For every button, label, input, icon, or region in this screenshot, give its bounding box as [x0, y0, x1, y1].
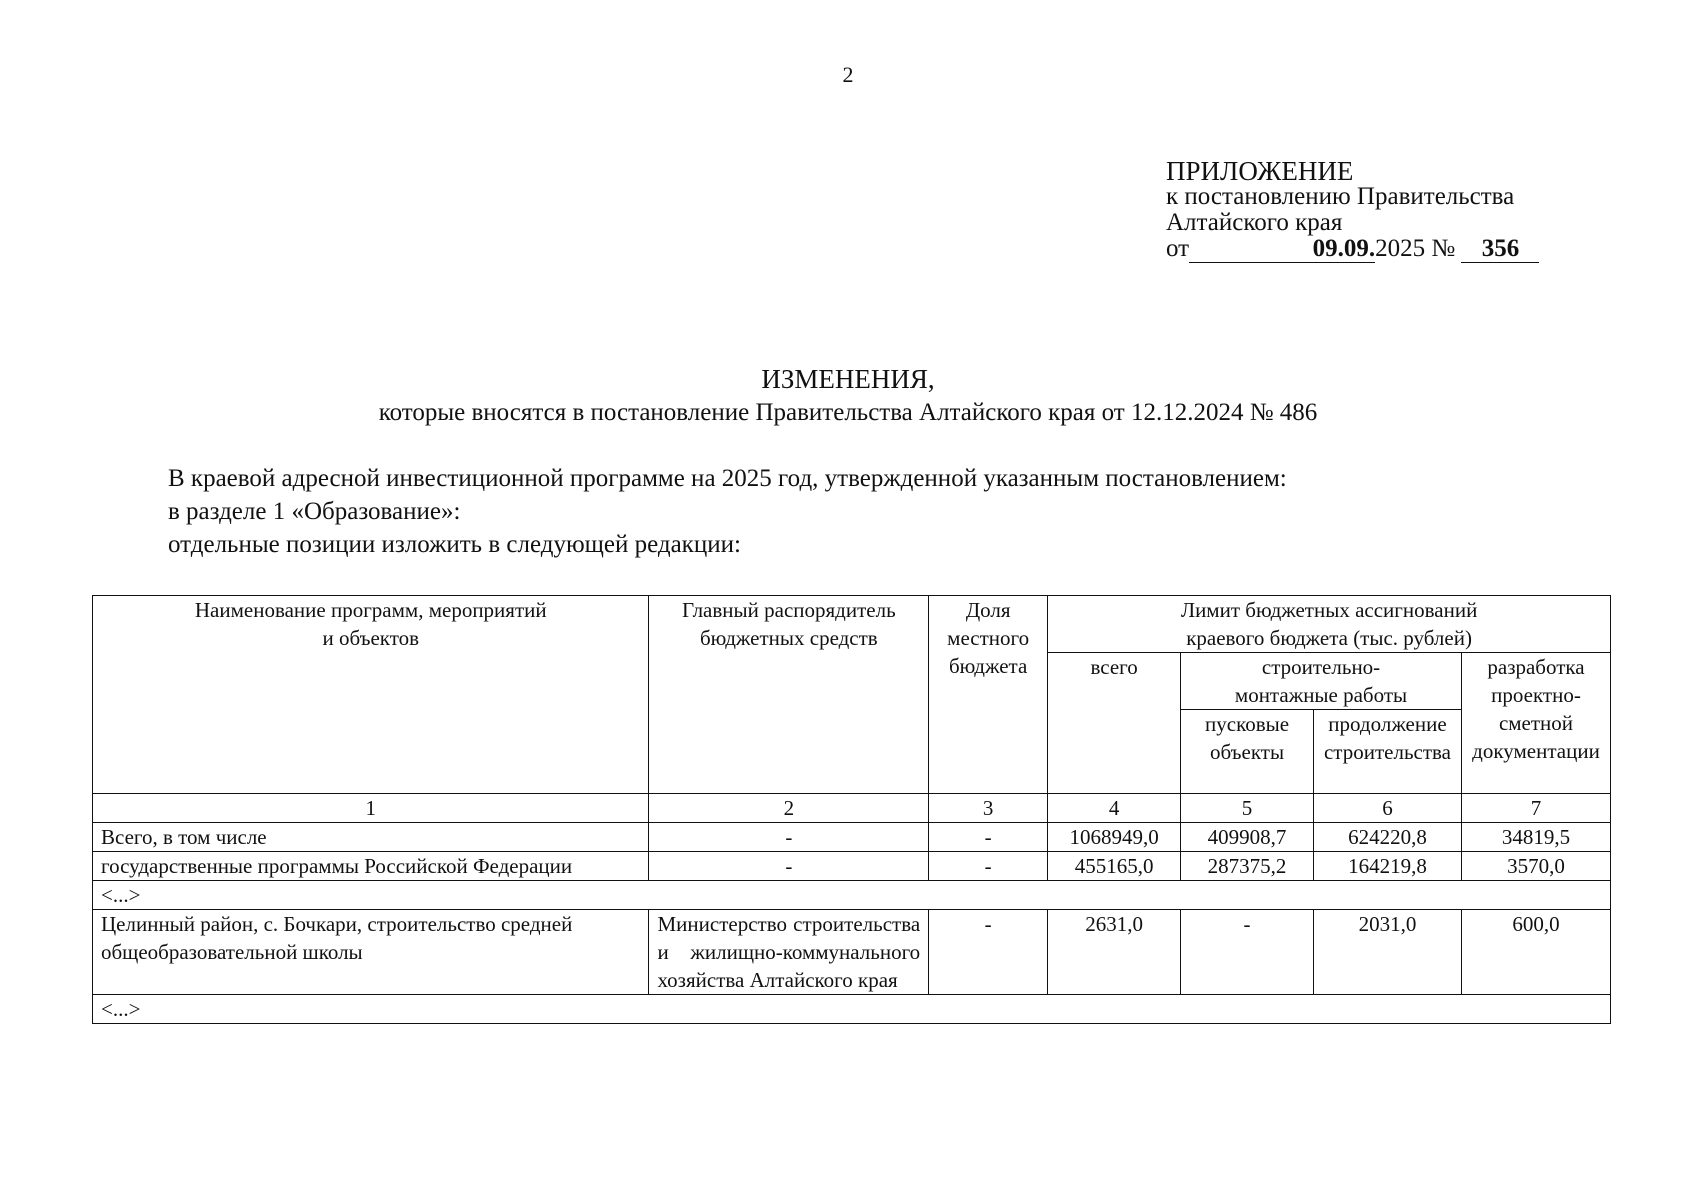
- row-design: 34819,5: [1461, 823, 1610, 852]
- row-launch: 409908,7: [1181, 823, 1314, 852]
- appendix-from: от: [1166, 235, 1190, 262]
- heading-title: ИЗМЕНЕНИЯ,: [761, 364, 935, 394]
- row-manager: -: [649, 852, 929, 881]
- column-number: 4: [1048, 794, 1181, 823]
- appendix-year: 2025 №: [1375, 235, 1456, 262]
- changes-table: [92, 595, 1611, 1024]
- table-row: [93, 852, 1611, 881]
- row-ongoing: 164219,8: [1314, 852, 1462, 881]
- table-row: [93, 910, 1611, 995]
- appendix-number: 356: [1461, 236, 1539, 263]
- header-local-share: Доля местного бюджета: [929, 596, 1048, 794]
- appendix-block: [1166, 158, 1539, 263]
- row-launch: -: [1181, 910, 1314, 995]
- ellipsis-marker: <...>: [93, 995, 1611, 1024]
- appendix-title: ПРИЛОЖЕНИЕ: [1166, 156, 1354, 186]
- row-ongoing: 2031,0: [1314, 910, 1462, 995]
- column-number: 2: [649, 794, 929, 823]
- header-design: разработка проектно-сметной документации: [1461, 653, 1610, 794]
- row-total: 2631,0: [1048, 910, 1181, 995]
- page-number: 2: [842, 62, 854, 87]
- row-ongoing: 624220,8: [1314, 823, 1462, 852]
- intro-line-3: отдельные позиции изложить в следующей редакции:: [168, 531, 741, 558]
- table-row: [93, 823, 1611, 852]
- ellipsis-marker: <...>: [93, 881, 1611, 910]
- appendix-date-line: [1166, 236, 1539, 263]
- row-name: Всего, в том числе: [93, 823, 649, 852]
- column-numbers-row: [93, 794, 1611, 823]
- row-name: государственные программы Российской Федерации: [93, 852, 649, 881]
- header-total: всего: [1048, 653, 1181, 794]
- column-number: 6: [1314, 794, 1462, 823]
- row-total: 455165,0: [1048, 852, 1181, 881]
- column-number: 3: [929, 794, 1048, 823]
- row-share: -: [929, 852, 1048, 881]
- header-limit: Лимит бюджетных ассигнований краевого бюджета (тыс. рублей): [1048, 596, 1611, 653]
- header-launch: пусковые объекты: [1181, 710, 1314, 794]
- header-construction: строительно-монтажные работы: [1181, 653, 1462, 710]
- document-heading: [0, 362, 1696, 430]
- header-manager: Главный распорядитель бюджетных средств: [649, 596, 929, 794]
- row-design: 3570,0: [1461, 852, 1610, 881]
- intro-line-2: в разделе 1 «Образование»:: [168, 498, 461, 525]
- row-design: 600,0: [1461, 910, 1610, 995]
- column-number: 7: [1461, 794, 1610, 823]
- row-name: Целинный район, с. Бочкари, строительство средней общеобразовательной школы: [93, 910, 649, 995]
- column-number: 5: [1181, 794, 1314, 823]
- appendix-line-1: к постановлению Правительства: [1166, 183, 1515, 210]
- row-share: -: [929, 910, 1048, 995]
- row-total: 1068949,0: [1048, 823, 1181, 852]
- table-header-row-1: [93, 596, 1611, 653]
- column-number: 1: [93, 794, 649, 823]
- row-launch: 287375,2: [1181, 852, 1314, 881]
- heading-subtitle: которые вносятся в постановление Правительства Алтайского края от 12.12.2024 № 486: [378, 399, 1318, 426]
- row-manager: -: [649, 823, 929, 852]
- row-manager: Министерство строительства и жилищно-коммунального хозяйства Алтайского края: [649, 910, 929, 995]
- appendix-line-2: Алтайского края: [1166, 209, 1343, 236]
- intro-line-1: В краевой адресной инвестиционной программе на 2025 год, утвержденной указанным постановлением:: [168, 465, 1287, 492]
- header-ongoing: продолжение строительства: [1314, 710, 1462, 794]
- table-ellipsis-row: [93, 995, 1611, 1024]
- row-share: -: [929, 823, 1048, 852]
- intro-text: [168, 462, 1287, 561]
- table-ellipsis-row: [93, 881, 1611, 910]
- appendix-date: 09.09.: [1189, 236, 1375, 263]
- header-name: Наименование программ, мероприятий и объектов: [93, 596, 649, 794]
